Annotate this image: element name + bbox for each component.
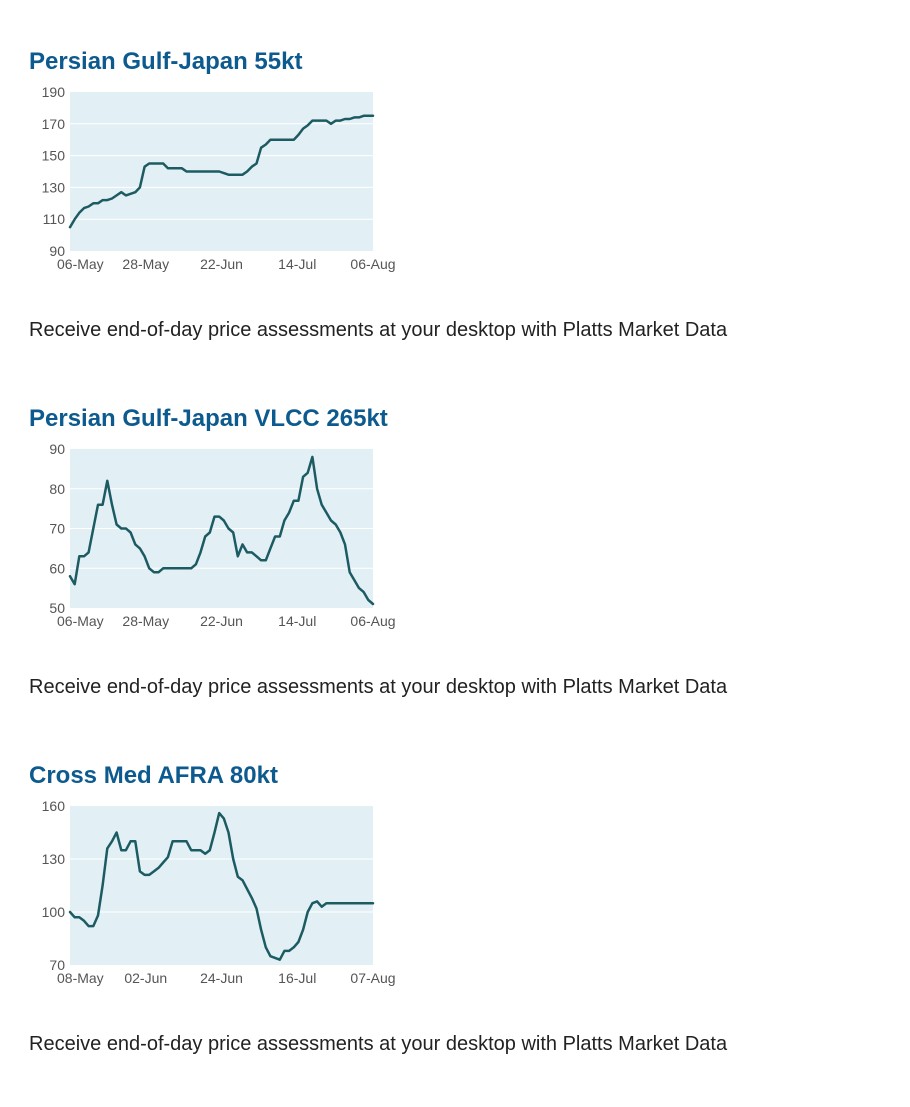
y-tick-label: 150 bbox=[41, 147, 65, 164]
chart-title: Persian Gulf-Japan VLCC 265kt bbox=[29, 405, 388, 432]
x-tick-label: 06-May bbox=[57, 256, 104, 272]
chart-section-2 bbox=[29, 405, 889, 433]
x-tick-label: 06-Aug bbox=[350, 256, 396, 272]
chart-title: Cross Med AFRA 80kt bbox=[29, 762, 278, 789]
x-tick-label: 07-Aug bbox=[350, 970, 396, 986]
x-tick-label: 24-Jun bbox=[200, 970, 243, 986]
y-tick-label: 60 bbox=[49, 560, 65, 577]
chart-persian-gulf-japan-55kt bbox=[0, 80, 420, 280]
x-tick-label: 22-Jun bbox=[200, 613, 243, 629]
y-tick-label: 130 bbox=[41, 851, 65, 867]
chart-persian-gulf-japan-vlcc-265kt bbox=[0, 437, 420, 637]
y-tick-label: 90 bbox=[49, 441, 65, 457]
y-tick-label: 80 bbox=[49, 480, 65, 497]
y-tick-label: 90 bbox=[49, 243, 65, 259]
x-tick-label: 14-Jul bbox=[278, 256, 317, 272]
y-tick-label: 50 bbox=[49, 600, 65, 616]
x-tick-label: 06-Aug bbox=[350, 613, 396, 629]
promo-text-1: Receive end-of-day price assessments at your desktop with Platts Market Data bbox=[29, 319, 728, 341]
y-tick-label: 170 bbox=[41, 115, 65, 132]
x-tick-label: 02-Jun bbox=[124, 970, 168, 986]
promo-text-2: Receive end-of-day price assessments at your desktop with Platts Market Data bbox=[29, 676, 728, 698]
chart-section-1 bbox=[29, 48, 889, 76]
x-tick-label: 06-May bbox=[57, 613, 104, 629]
plot-area bbox=[70, 806, 373, 965]
y-tick-label: 130 bbox=[41, 179, 65, 196]
x-tick-label: 14-Jul bbox=[278, 613, 317, 629]
x-tick-label: 08-May bbox=[57, 970, 104, 986]
x-tick-label: 16-Jul bbox=[278, 970, 317, 986]
y-tick-label: 160 bbox=[41, 798, 65, 814]
promo-text-3: Receive end-of-day price assessments at your desktop with Platts Market Data bbox=[29, 1033, 728, 1055]
x-tick-label: 28-May bbox=[122, 613, 170, 629]
chart-cross-med-afra-80kt bbox=[0, 794, 420, 994]
x-tick-label: 28-May bbox=[122, 256, 170, 272]
chart-title: Persian Gulf-Japan 55kt bbox=[29, 48, 303, 75]
y-tick-label: 70 bbox=[49, 520, 65, 537]
chart-section-3 bbox=[29, 762, 889, 790]
y-tick-label: 190 bbox=[41, 84, 65, 100]
y-tick-label: 110 bbox=[42, 211, 65, 228]
x-tick-label: 22-Jun bbox=[200, 256, 243, 272]
y-tick-label: 70 bbox=[49, 957, 65, 973]
y-tick-label: 100 bbox=[41, 904, 65, 920]
